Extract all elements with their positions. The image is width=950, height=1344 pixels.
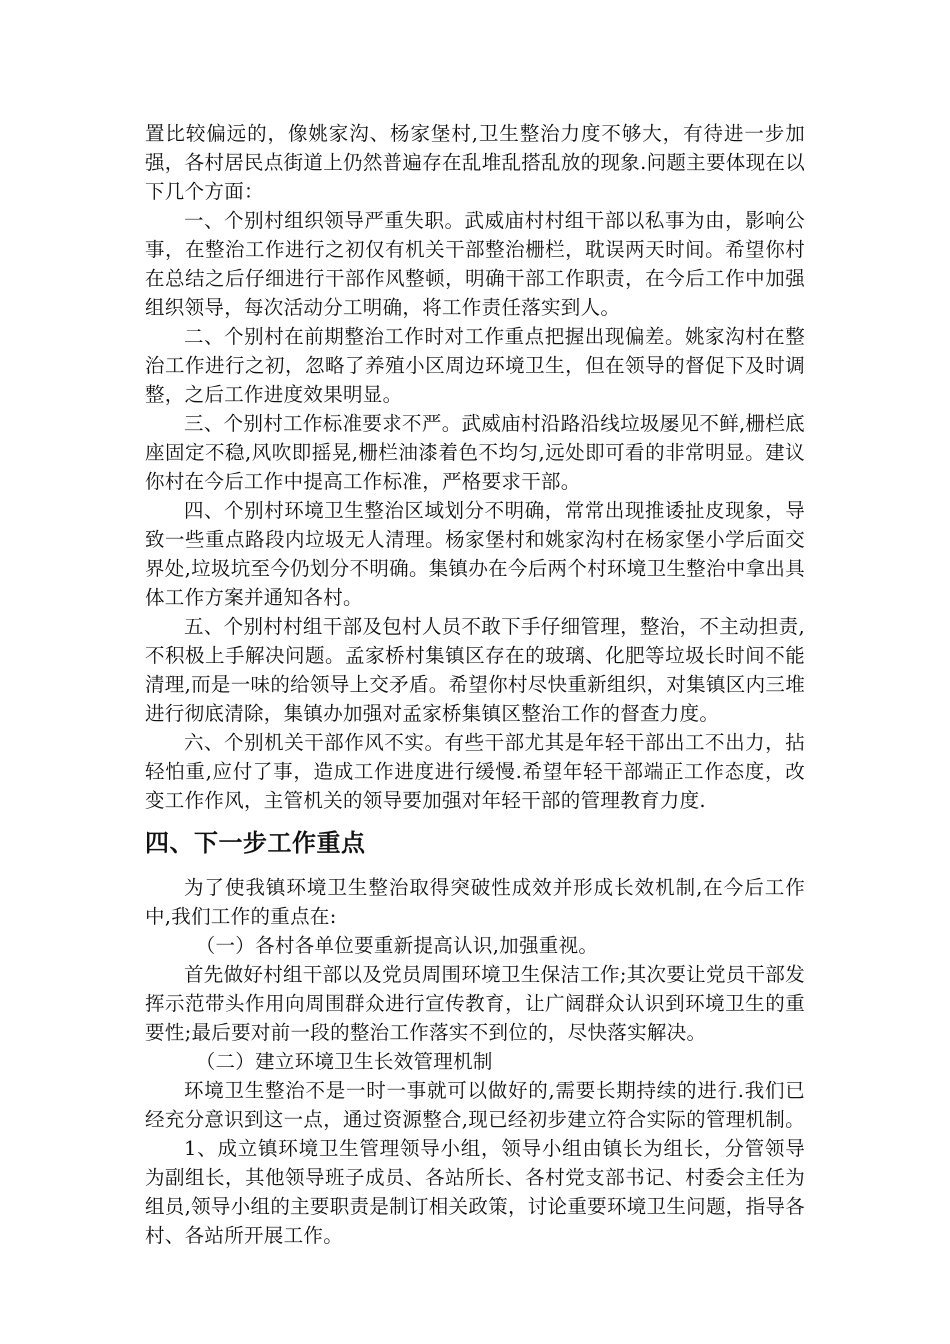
body-paragraph-2: 环境卫生整治不是一时一事就可以做好的,需要长期持续的进行.我们已经充分意识到这一点，通过资源整合,现已经初步建立符合实际的管理机制。 bbox=[145, 1079, 805, 1131]
subheading-1: （一）各村各单位要重新提高认识,加强重视。 bbox=[195, 934, 599, 957]
issue-paragraph-5: 五、个别村村组干部及包村人员不敢下手仔细管理，整治，不主动担责,不积极上手解决问题。孟家桥村集镇区存在的玻璃、化肥等垃圾长时间不能清理,而是一味的给领导上交矛盾。希望你村尽快重新组织，对集镇区内三堆进行彻底清除，集镇办加强对孟家桥集镇区整治工作的督查力度。 bbox=[145, 615, 805, 725]
intro-paragraph: 为了使我镇环境卫生整治取得突破性成效并形成长效机制,在今后工作中,我们工作的重点在: bbox=[145, 876, 805, 928]
issue-paragraph-1: 一、个别村组织领导严重失职。武威庙村村组干部以私事为由，影响公事，在整治工作进行之初仅有机关干部整治栅栏，耽误两天时间。希望你村在总结之后仔细进行干部作风整顿，明确干部工作职责，在今后工作中加强组织领导，每次活动分工明确，将工作责任落实到人。 bbox=[145, 209, 805, 319]
section-heading: 四、下一步工作重点 bbox=[145, 829, 366, 857]
document-page bbox=[145, 119, 805, 1250]
body-paragraph-1: 首先做好村组干部以及党员周围环境卫生保洁工作;其次要让党员干部发挥示范带头作用向周围群众进行宣传教育，让广阔群众认识到环境卫生的重要性;最后要对前一段的整治工作落实不到位的，尽快落实解决。 bbox=[145, 963, 805, 1044]
issue-paragraph-3: 三、个别村工作标准要求不严。武威庙村沿路沿线垃圾屡见不鲜,栅栏底座固定不稳,风吹即摇晃,栅栏油漆着色不均匀,远处即可看的非常明显。建议你村在今后工作中提高工作标准，严格要求干部。 bbox=[145, 412, 805, 493]
issue-paragraph-2: 二、个别村在前期整治工作时对工作重点把握出现偏差。姚家沟村在整治工作进行之初，忽略了养殖小区周边环境卫生，但在领导的督促下及时调整，之后工作进度效果明显。 bbox=[145, 325, 805, 406]
issue-paragraph-6: 六、个别机关干部作风不实。有些干部尤其是年轻干部出工不出力，拈轻怕重,应付了事，造成工作进度进行缓慢.希望年轻干部端正工作态度，改变工作作风，主管机关的领导要加强对年轻干部的管理教育力度. bbox=[145, 731, 805, 812]
continued-paragraph: 置比较偏远的，像姚家沟、杨家堡村,卫生整治力度不够大，有待进一步加强，各村居民点街道上仍然普遍存在乱堆乱搭乱放的现象.问题主要体现在以下几个方面： bbox=[145, 122, 805, 203]
body-paragraph-3: 1、成立镇环境卫生管理领导小组，领导小组由镇长为组长，分管领导为副组长，其他领导班子成员、各站所长、各村党支部书记、村委会主任为组员,领导小组的主要职责是制订相关政策，讨论重要环境卫生问题，指导各村、各站所开展工作。 bbox=[145, 1137, 805, 1247]
subheading-2: （二）建立环境卫生长效管理机制 bbox=[195, 1050, 493, 1073]
issue-paragraph-4: 四、个别村环境卫生整治区域划分不明确，常常出现推诿扯皮现象，导致一些重点路段内垃圾无人清理。杨家堡村和姚家沟村在杨家堡小学后面交界处,垃圾坑至今仍划分不明确。集镇办在今后两个村环境卫生整治中拿出具体工作方案并通知各村。 bbox=[145, 499, 805, 609]
